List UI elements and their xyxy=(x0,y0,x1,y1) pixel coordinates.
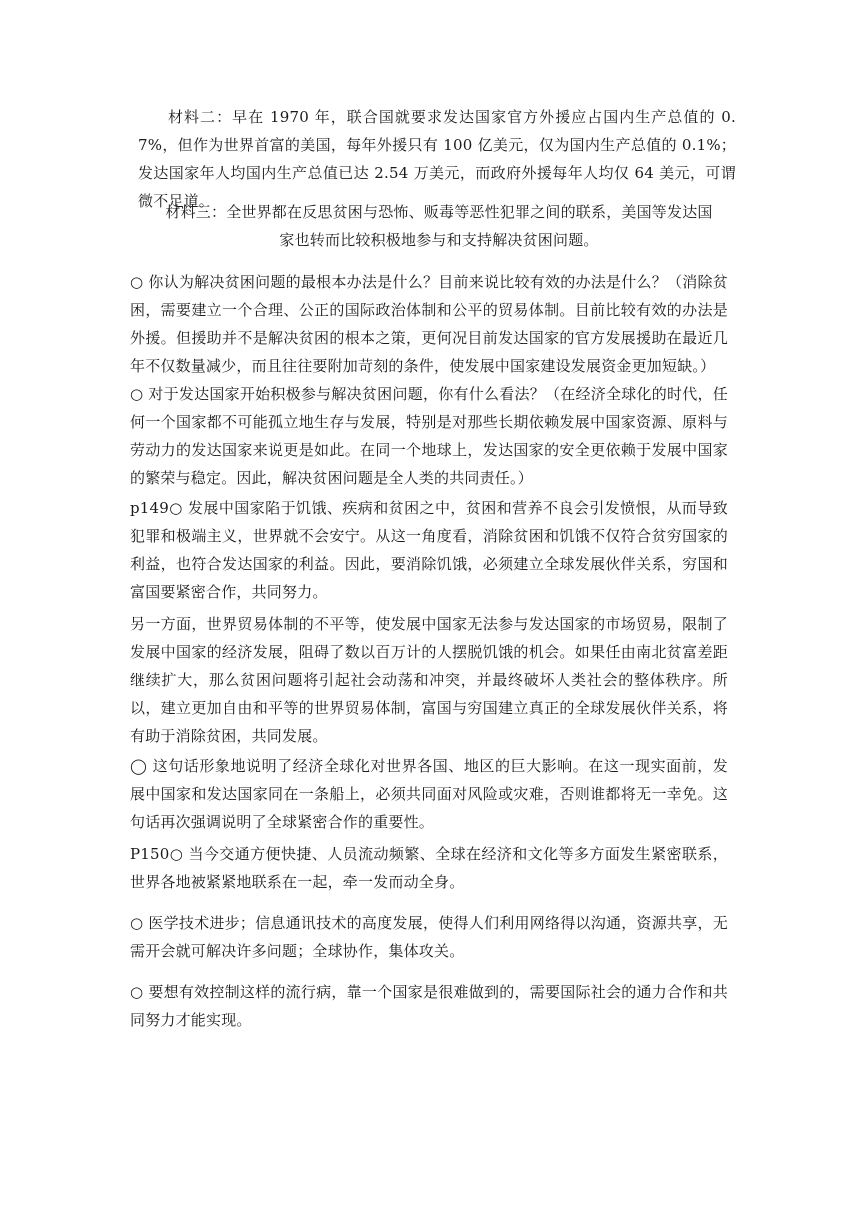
same-boat-paragraph: ◯ 这句话形象地说明了经济全球化对世界各国、地区的巨大影响。在这一现实面前，发展中国家和发达国家同在一条船上，必须共同面对风险或灾难，否则谁都将无一幸免。这句话再次强调说明了全球紧密合作的重要性。 xyxy=(130,757,728,831)
medical-tech-paragraph: ○ 医学技术进步；信息通讯技术的高度发展，使得人们利用网络得以沟通，资源共享，无需开会就可解决许多问题；全球协作，集体攻关。 xyxy=(130,914,728,960)
question-two-paragraph: ○ 对于发达国家开始积极参与解决贫困问题，你有什么看法？（在经济全球化的时代，任何一个国家都不可能孤立地生存与发展，特别是对那些长期依赖发展中国家资源、原料与劳动力的发达国家来说更是如此。在同一个地球上，发达国家的安全更依赖于发展中国家的繁荣与稳定。因此，解决贫困问题是全人类的共同责任。） xyxy=(130,385,728,487)
material-three-paragraph: 材料三：全世界都在反思贫困与恐怖、贩毒等恶性犯罪之间的联系，美国等发达国家也转而比较积极地参与和支持解决贫困问题。 xyxy=(165,203,713,249)
p150-paragraph: P150○ 当今交通方便快捷、人员流动频繁、全球在经济和文化等多方面发生紧密联系，世界各地被紧紧地联系在一起，牵一发而动全身。 xyxy=(130,845,728,891)
p149-paragraph: p149○ 发展中国家陷于饥饿、疾病和贫困之中，贫困和营养不良会引发愤恨，从而导致犯罪和极端主义，世界就不会安宁。从这一角度看，消除贫困和饥饿不仅符合贫穷国家的利益，也符合发达国家的利益。因此，要消除饥饿，必须建立全球发展伙伴关系，穷国和富国要紧密合作，共同努力。 xyxy=(130,499,728,601)
epidemic-paragraph: ○ 要想有效控制这样的流行病，靠一个国家是很难做到的，需要国际社会的通力合作和共同努力才能实现。 xyxy=(130,983,728,1029)
question-one-paragraph: ○ 你认为解决贫困问题的最根本办法是什么？目前来说比较有效的办法是什么？（消除贫困，需要建立一个合理、公正的国际政治体制和公平的贸易体制。目前比较有效的办法是外援。但援助并不是解决贫困的根本之策，更何况目前发达国家的官方发展援助在最近几年不仅数量减少，而且往往要附加苛刻的条件，使发展中国家建设发展资金更加短缺。） xyxy=(130,273,728,375)
material-two-paragraph: 材料二：早在 1970 年，联合国就要求发达国家官方外援应占国内生产总值的 0.7%，但作为世界首富的美国，每年外援只有 100 亿美元，仅为国内生产总值的 0.1%；发达国家年人均国内生产总值已达 2.54 万美元，而政府外援每年人均仅 64 美元，可谓微不足道。 xyxy=(138,108,736,210)
trade-system-paragraph: 另一方面，世界贸易体制的不平等，使发展中国家无法参与发达国家的市场贸易，限制了发展中国家的经济发展，阻碍了数以百万计的人摆脱饥饿的机会。如果任由南北贫富差距继续扩大，那么贫困问题将引起社会动荡和冲突，并最终破坏人类社会的整体秩序。所以，建立更加自由和平等的世界贸易体制，富国与穷国建立真正的全球发展伙伴关系，将有助于消除贫困，共同发展。 xyxy=(130,615,728,745)
